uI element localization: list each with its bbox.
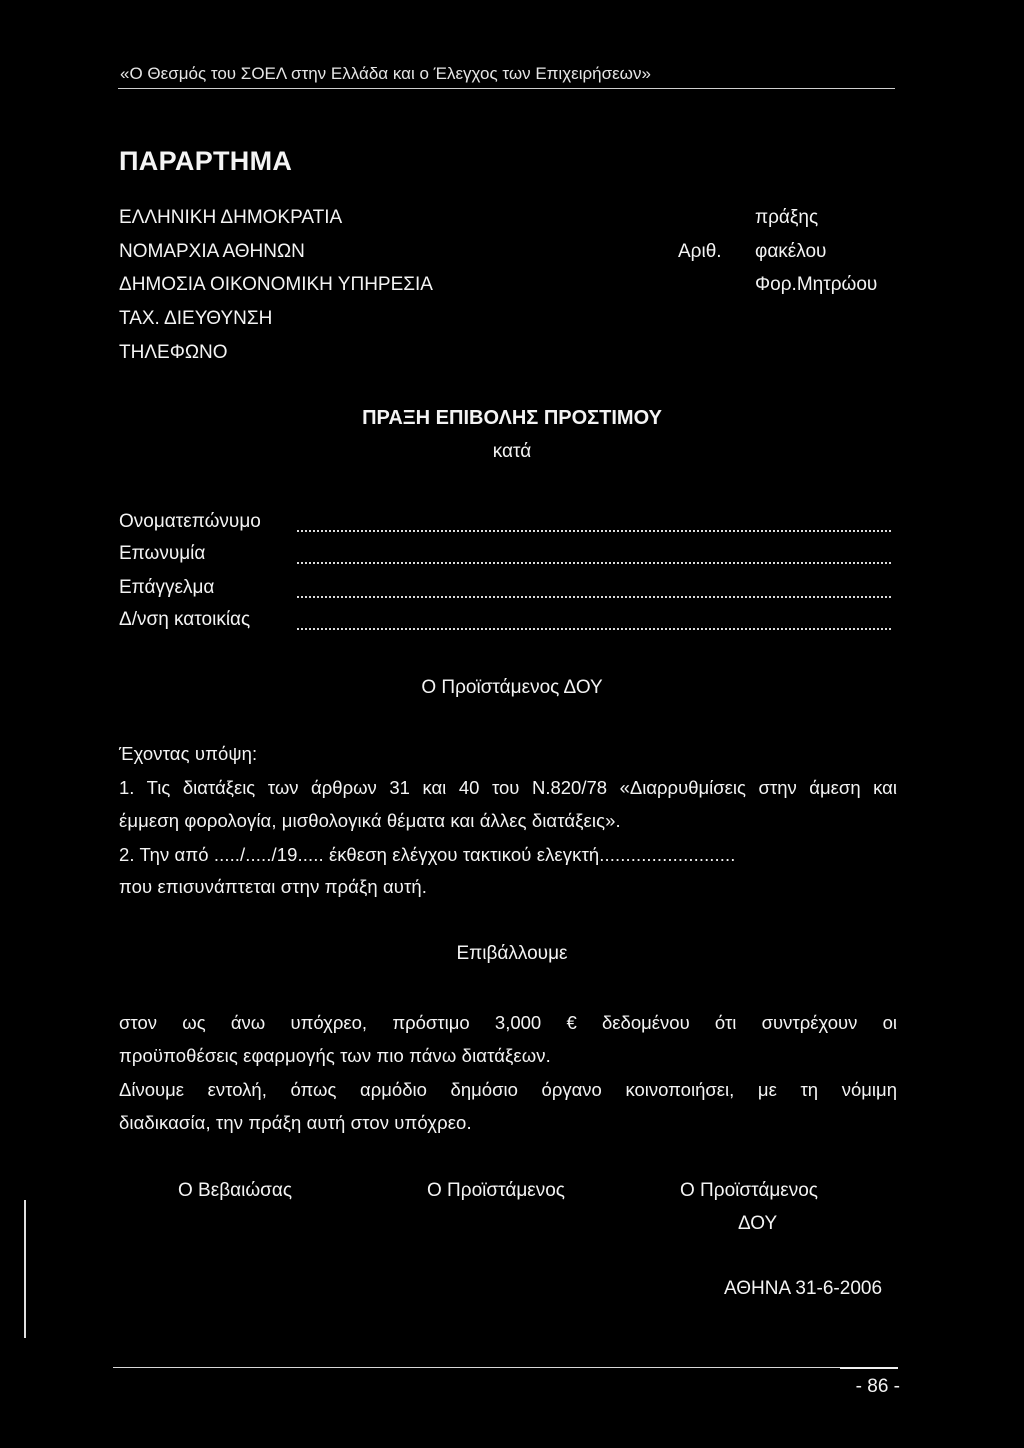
- considering-item-1-line-1: 1. Τις διατάξεις των άρθρων 31 και 40 του Ν.820/78 «Διαρρυθμίσεις στην άμεση και: [119, 777, 897, 798]
- field-label-profession: Επάγγελμα: [119, 577, 215, 598]
- considering-item-2-line-2: που επισυνάπτεται στην πράξη αυτή.: [119, 876, 428, 897]
- authority-line-2: ΝΟΜΑΡΧΙΑ ΑΘΗΝΩΝ: [119, 241, 305, 262]
- field-label-home-address: Δ/νση κατοικίας: [119, 609, 251, 630]
- authority-line-3: ΔΗΜΟΣΙΑ ΟΙΚΟΝΟΜΙΚΗ ΥΠΗΡΕΣΙΑ: [119, 274, 433, 295]
- field-label-full-name: Ονοματεπώνυμο: [119, 511, 261, 532]
- header-rule: [118, 88, 895, 89]
- appendix-title: ΠΑΡΑΡΤΗΜΑ: [119, 146, 293, 176]
- field-fill-home-address: [297, 626, 891, 630]
- running-header: «Ο Θεσμός του ΣΟΕΛ στην Ελλάδα και ο Έλεγχος των Επιχειρήσεων»: [120, 64, 651, 83]
- field-fill-company-name: [297, 560, 891, 564]
- field-fill-full-name: [297, 528, 891, 532]
- decision-heading: Επιβάλλουμε: [456, 943, 568, 964]
- signature-certifier: Ο Βεβαιώσας: [178, 1180, 293, 1201]
- signature-head-tax-office-line-1: Ο Προϊστάμενος: [680, 1180, 818, 1201]
- reference-for-mitroou: Φορ.Μητρώου: [755, 274, 878, 295]
- reference-praxis: πράξης: [755, 207, 819, 228]
- considering-item-1-line-2: έμμεση φορολογία, μισθολογικά θέματα και άλλες διατάξεις».: [119, 810, 621, 831]
- decision-paragraph-1-line-2: προϋποθέσεις εφαρμογής των πιο πάνω διατάξεων.: [119, 1045, 551, 1066]
- footer-rule: [113, 1367, 898, 1368]
- page-number-rule: [840, 1367, 898, 1369]
- page-number: - 86 -: [855, 1376, 900, 1397]
- authority-line-1: ΕΛΛΗΝΙΚΗ ΔΗΜΟΚΡΑΤΙΑ: [119, 207, 343, 228]
- decision-paragraph-2-line-2: διαδικασία, την πράξη αυτή στον υπόχρεο.: [119, 1112, 472, 1133]
- authority-line-5: ΤΗΛΕΦΩΝΟ: [119, 342, 228, 363]
- reference-fakelou: φακέλου: [755, 241, 827, 262]
- decision-paragraph-2-line-1: Δίνουμε εντολή, όπως αρμόδιο δημόσιο όργανο κοινοποιήσει, με τη νόμιμη: [119, 1079, 897, 1100]
- issuer: Ο Προϊστάμενος ΔΟΥ: [421, 677, 603, 698]
- signature-head-tax-office-line-2: ΔΟΥ: [738, 1213, 778, 1234]
- considering-item-2-line-1: 2. Την από ...../...../19..... έκθεση ελέγχου τακτικού ελεγκτή..........................: [119, 844, 736, 865]
- scan-edge-line: [24, 1200, 26, 1338]
- act-title: ΠΡΑΞΗ ΕΠΙΒΟΛΗΣ ΠΡΟΣΤΙΜΟΥ: [362, 407, 662, 429]
- authority-line-4: ΤΑΧ. ΔΙΕΥΘΥΝΣΗ: [119, 308, 273, 329]
- act-subtitle: κατά: [492, 441, 532, 462]
- field-label-company-name: Επωνυμία: [119, 543, 206, 564]
- decision-paragraph-1-line-1: στον ως άνω υπόχρεο, πρόστιμο 3,000 € δεδομένου ότι συντρέχουν οι: [119, 1012, 897, 1033]
- place-date: ΑΘΗΝΑ 31-6-2006: [724, 1278, 883, 1299]
- field-fill-profession: [297, 594, 891, 598]
- reference-arith-label: Αριθ.: [678, 241, 722, 262]
- signature-head: Ο Προϊστάμενος: [427, 1180, 565, 1201]
- considering-heading: Έχοντας υπόψη:: [119, 743, 258, 764]
